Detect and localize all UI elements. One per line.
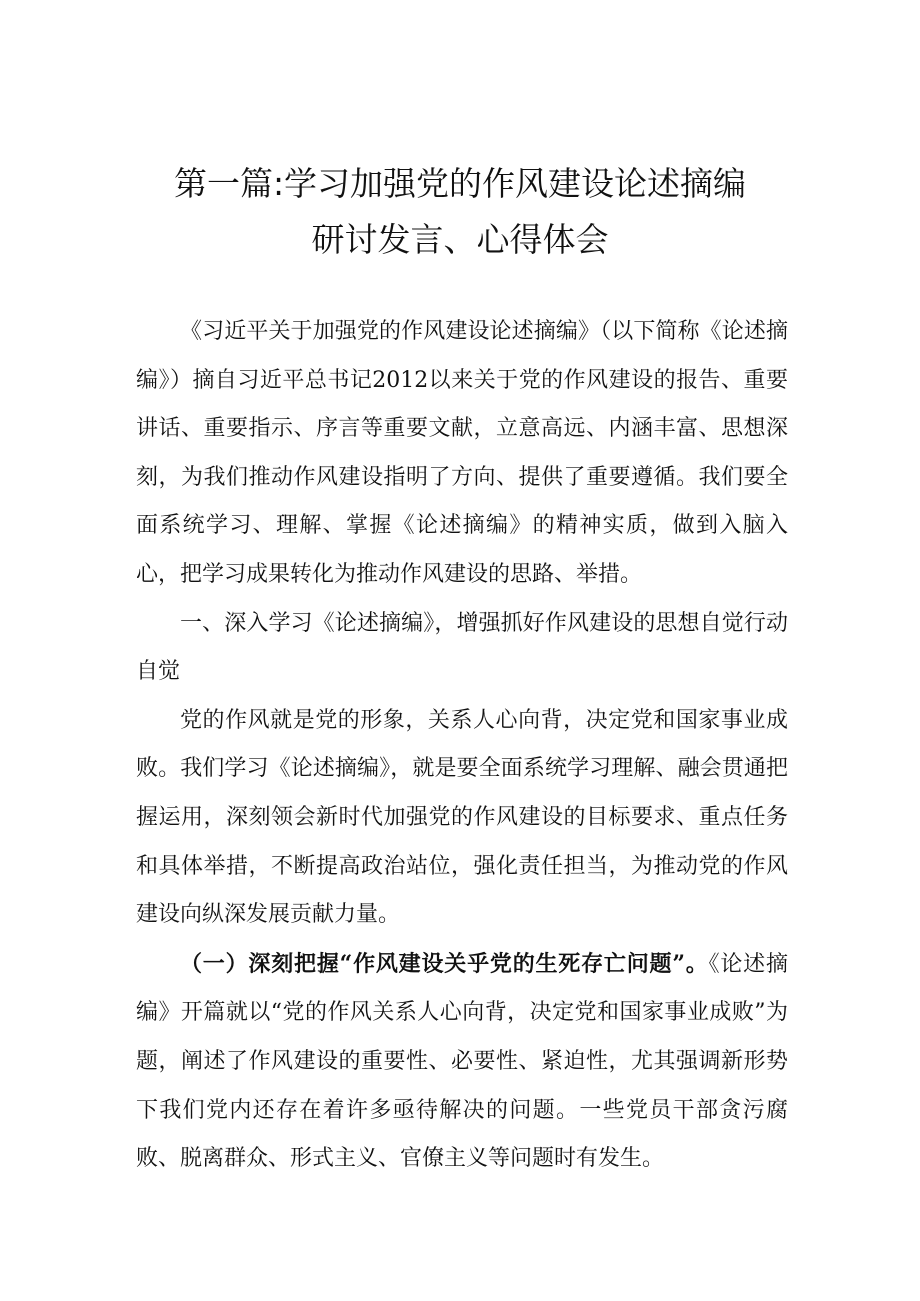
section-1-heading: 一、深入学习《论述摘编》，增强抓好作风建设的思想自觉行动自觉 xyxy=(136,610,788,685)
document-title-line-2: 研讨发言、心得体会 xyxy=(311,220,609,259)
subsection-1-lead: （一）深刻把握“作风建设关乎党的生死存亡问题”。 xyxy=(180,950,709,977)
section-1-paragraph: 党的作风就是党的形象，关系人心向背，决定党和国家事业成败。我们学习《论述摘编》，就是要全面系统学习理解、融会贯通把握运用，深刻领会新时代加强党的作风建设的目标要求、重点任务和具体举措，不断提高政治站位，强化责任担当，为推动党的作风建设向纵深发展贡献力量。 xyxy=(136,707,788,928)
intro-paragraph: 《习近平关于加强党的作风建设论述摘编》（以下简称《论述摘编》）摘自习近平总书记2012以来关于党的作风建设的报告、重要讲话、重要指示、序言等重要文献，立意高远、内涵丰富、思想深刻，为我们推动作风建设指明了方向、提供了重要遵循。我们要全面系统学习、理解、掌握《论述摘编》的精神实质，做到入脑入心，把学习成果转化为推动作风建设的思路、举措。 xyxy=(136,319,788,587)
subsection-1-paragraph xyxy=(136,940,788,1184)
subsection-1-text: 《论述摘编》开篇就以“党的作风关系人心向背，决定党和国家事业成败”为题，阐述了作风建设的重要性、必要性、紧迫性，尤其强调新形势下我们党内还存在着许多亟待解决的问题。一些党员干部贪污腐败、脱离群众、形式主义、官僚主义等问题时有发生。 xyxy=(136,951,788,1172)
document-title-line-1: 第一篇:学习加强党的作风建设论述摘编 xyxy=(173,164,747,203)
document-body xyxy=(136,308,788,1184)
